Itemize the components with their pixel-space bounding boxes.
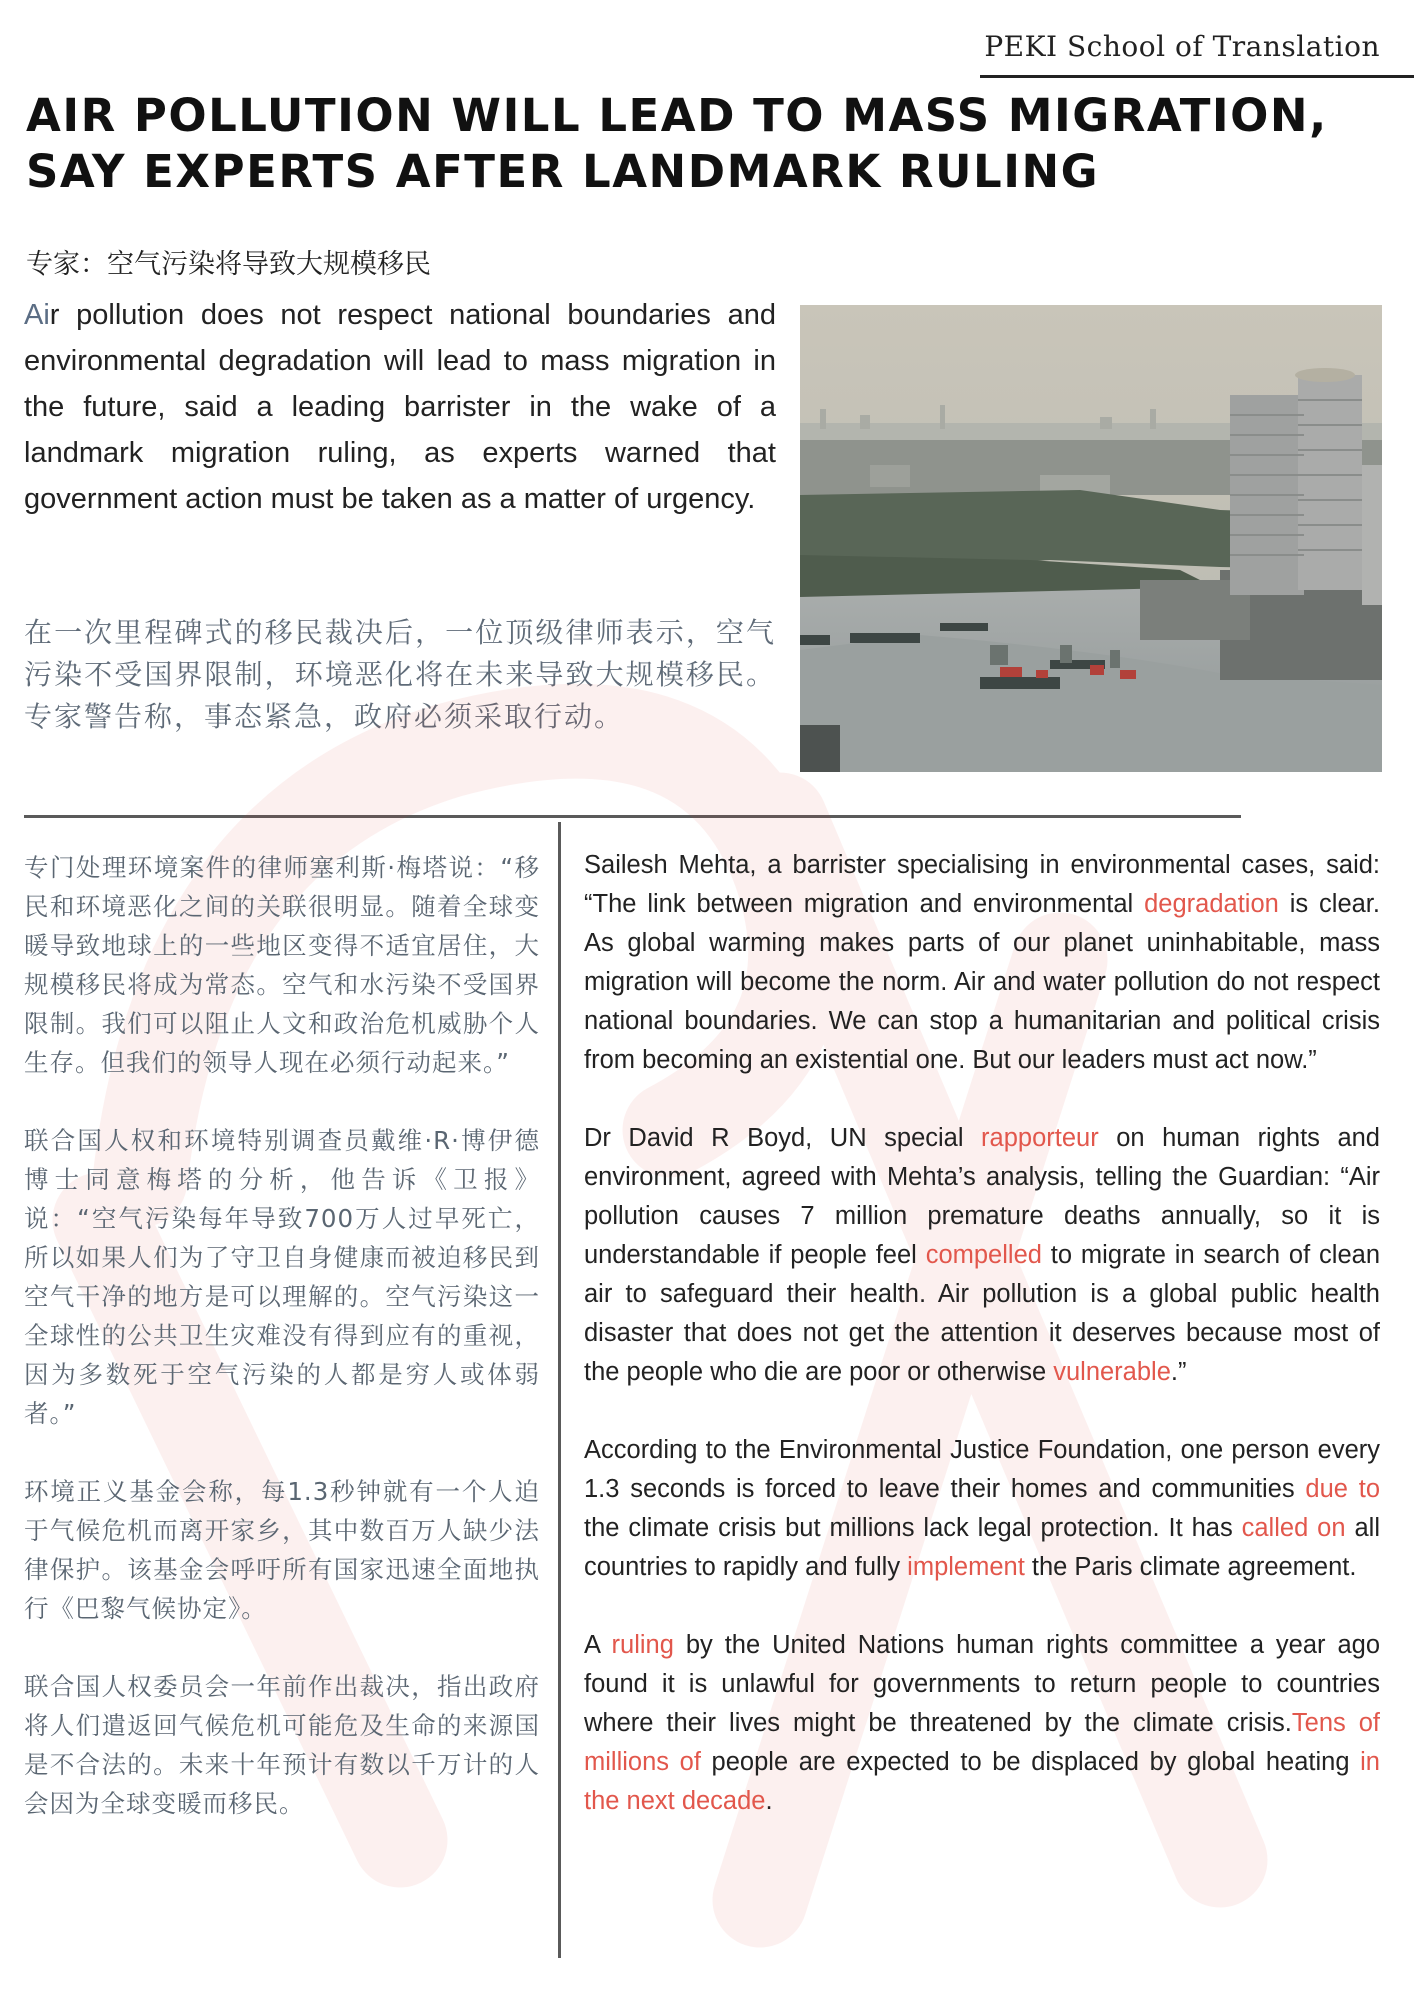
- en-text: all countries to rapidly and fully: [584, 1514, 1380, 1581]
- en-text: by the United Nations human rights committee a year ago found it is unlawful for governments to return people to countries where their lives might be threatened by the climate crisis.: [584, 1631, 1381, 1737]
- en-text: Dr David R Boyd, UN special: [584, 1124, 982, 1152]
- en-text: Sailesh Mehta, a barrister specialising in environmental cases, said: “The link between migration and environmental: [584, 851, 1380, 918]
- vocab-highlight: vulnerable: [1053, 1358, 1171, 1386]
- zh-paragraph: 环境正义基金会称，每1.3秒钟就有一个人迫于气候危机而离开家乡，其中数百万人缺少法律保护。该基金会呼吁所有国家迅速全面地执行《巴黎气候协定》。: [24, 1477, 540, 1623]
- vocab-highlight: called on: [1241, 1514, 1346, 1542]
- en-text: .”: [1170, 1358, 1187, 1386]
- vocab-highlight: due to: [1305, 1475, 1380, 1503]
- en-text: the Paris climate agreement.: [1024, 1553, 1357, 1581]
- en-text: the climate crisis but millions lack legal protection. It has: [584, 1514, 1242, 1542]
- en-paragraph-3: [584, 1431, 1380, 1587]
- en-text: A: [584, 1631, 612, 1659]
- lead-paragraph-en-text: r pollution does not respect national boundaries and environmental degradation will lead to mass migration in the future, said a leading barrister in the wake of a landmark migration ruling, as experts warned that government action must be taken as a matter of urgency.: [24, 299, 776, 515]
- vocab-highlight: Tens of millions of: [584, 1709, 1381, 1776]
- vocab-highlight: implement: [907, 1553, 1025, 1581]
- vocab-highlight: ruling: [611, 1631, 674, 1659]
- en-text: According to the Environmental Justice Foundation, one person every 1.3 seconds is forced to leave their homes and communities: [584, 1436, 1380, 1503]
- brand-rule: [980, 75, 1414, 78]
- lead-paragraph-en: [24, 292, 776, 522]
- en-paragraph-1: [584, 846, 1380, 1080]
- zh-paragraph: 专门处理环境案件的律师塞利斯·梅塔说：“移民和环境恶化之间的关联很明显。随着全球变暖导致地球上的一些地区变得不适宜居住，大规模移民将成为常态。空气和水污染不受国界限制。我们可以阻止人文和政治危机威胁个人生存。但我们的领导人现在必须行动起来。”: [24, 853, 540, 1077]
- vocab-highlight: degradation: [1144, 890, 1279, 918]
- en-text: .: [765, 1787, 773, 1815]
- en-text: is clear. As global warming makes parts of our planet uninhabitable, mass migration will become the norm. Air and water pollution do not respect national boundaries. We can stop a humanitarian and political crisis from becoming an existential one. But our leaders must act now.”: [584, 890, 1380, 1074]
- vocab-highlight: rapporteur: [981, 1124, 1099, 1152]
- vocab-highlight: compelled: [925, 1241, 1042, 1269]
- vocab-highlight: in the next decade: [584, 1748, 1380, 1815]
- lead-paragraph-zh: 在一次里程碑式的移民裁决后，一位顶级律师表示，空气污染不受国界限制，环境恶化将在未来导致大规模移民。专家警告称，事态紧急，政府必须采取行动。: [24, 616, 776, 733]
- zh-paragraph: 联合国人权委员会一年前作出裁决，指出政府将人们遣返回气候危机可能危及生命的来源国是不合法的。未来十年预计有数以千万计的人会因为全球变暖而移民。: [24, 1672, 540, 1818]
- city-river-illustration: [800, 305, 1382, 772]
- en-text: on human rights and environment, agreed with Mehta’s analysis, telling the Guardian: “Air pollution causes 7 million premature deaths annually, so it is understandable if people feel: [584, 1124, 1380, 1269]
- city-river-photo: [800, 305, 1382, 772]
- en-paragraph-4: [584, 1626, 1380, 1821]
- en-text: to migrate in search of clean air to safeguard their health. Air pollution is a global public health disaster that does not get the attention it deserves because most of the people who die are poor or otherwise: [584, 1241, 1381, 1386]
- column-divider: [558, 822, 561, 1958]
- en-paragraph-2: [584, 1119, 1380, 1392]
- chinese-translation-column: [24, 848, 540, 1862]
- en-text: people are expected to be displaced by global heating: [700, 1748, 1361, 1776]
- headline-zh: 专家：空气污染将导致大规模移民: [26, 249, 431, 280]
- english-article-column: [584, 846, 1380, 1860]
- headline: AIR POLLUTION WILL LEAD TO MASS MIGRATION, SAY EXPERTS AFTER LANDMARK RULING: [26, 89, 1328, 198]
- brand-logo-text: PEKI School of Translation: [984, 30, 1380, 63]
- section-divider: [24, 815, 1241, 818]
- zh-paragraph: 联合国人权和环境特别调查员戴维·R·博伊德博士同意梅塔的分析，他告诉《卫报》说：“空气污染每年导致700万人过早死亡，所以如果人们为了守卫自身健康而被迫移民到空气干净的地方是可以理解的。空气污染这一全球性的公共卫生灾难没有得到应有的重视，因为多数死于空气污染的人都是穷人或体弱者。”: [24, 1126, 540, 1428]
- lead-dropcap: Ai: [24, 299, 50, 331]
